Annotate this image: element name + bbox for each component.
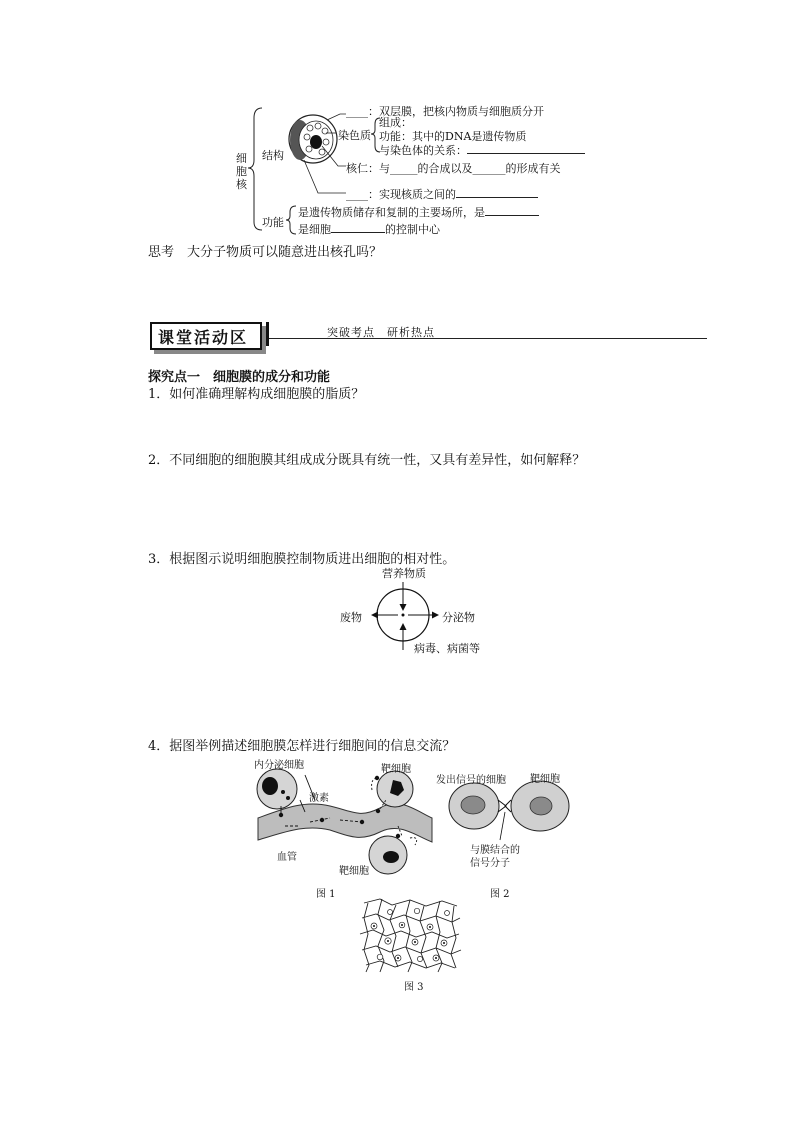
label-hormone: 激素 [309, 793, 329, 804]
nucleolus-row: 核仁：与_____的合成以及______的形成有关 [346, 162, 561, 175]
chromatin-composition: 组成： [379, 116, 412, 129]
label-secretion: 分泌物 [442, 611, 475, 624]
question-1: 1．如何准确理解构成细胞膜的脂质？ [148, 387, 365, 402]
figure-2-caption: 图 2 [490, 889, 510, 900]
label-molecule-line-1: 与膜结合的 [470, 845, 520, 856]
label-signal-cell: 发出信号的细胞 [436, 775, 506, 786]
membrane-row: ____：双层膜，把核内物质与细胞质分开 [346, 105, 544, 118]
function-line-1-text: 是遗传物质储存和复制的主要场所，是 [298, 206, 485, 219]
question-4: 4．据图举例描述细胞膜怎样进行细胞间的信息交流？ [148, 739, 456, 754]
banner-title: 课堂活动区 [158, 328, 249, 347]
structure-label: 结构 [262, 149, 284, 162]
question-2: 2．不同细胞的细胞膜其组成成分既具有统一性，又具有差异性，如何解释？ [148, 453, 586, 468]
label-pathogens: 病毒、病菌等 [414, 642, 480, 655]
pore-row-text: ____：实现核质之间的 [346, 188, 456, 201]
label-target-cell-top: 靶细胞 [381, 764, 411, 775]
figure-1-caption: 图 1 [316, 889, 336, 900]
label-molecule-line-2: 信号分子 [470, 858, 510, 869]
label-nutrients: 营养物质 [382, 567, 426, 580]
figure-3-caption: 图 3 [404, 982, 424, 993]
think-question: 思考 大分子物质可以随意进出核孔吗？ [148, 245, 383, 260]
label-endocrine-cell: 内分泌细胞 [254, 760, 304, 771]
chromatin-label: 染色质 [338, 129, 371, 142]
question-3: 3．根据图示说明细胞膜控制物质进出细胞的相对性。 [148, 552, 456, 567]
explore-point-title: 探究点一 细胞膜的成分和功能 [148, 370, 331, 385]
function-label: 功能 [262, 216, 284, 229]
chromatin-relation-text: 与染色体的关系： [379, 144, 467, 157]
nucleus-vertical-label: 细胞核 [236, 152, 247, 191]
label-target-cell-bottom: 靶细胞 [339, 866, 369, 877]
chromatin-function: 功能：其中的DNA是遗传物质 [379, 130, 527, 143]
banner-subtitle: 突破考点 研析热点 [327, 326, 435, 339]
function-line-2-pre: 是细胞 [298, 223, 331, 236]
label-target-cell: 靶细胞 [530, 774, 560, 785]
function-line-2-post: 的控制中心 [385, 223, 440, 236]
label-blood-vessel: 血管 [277, 852, 297, 863]
label-waste: 废物 [340, 611, 362, 624]
